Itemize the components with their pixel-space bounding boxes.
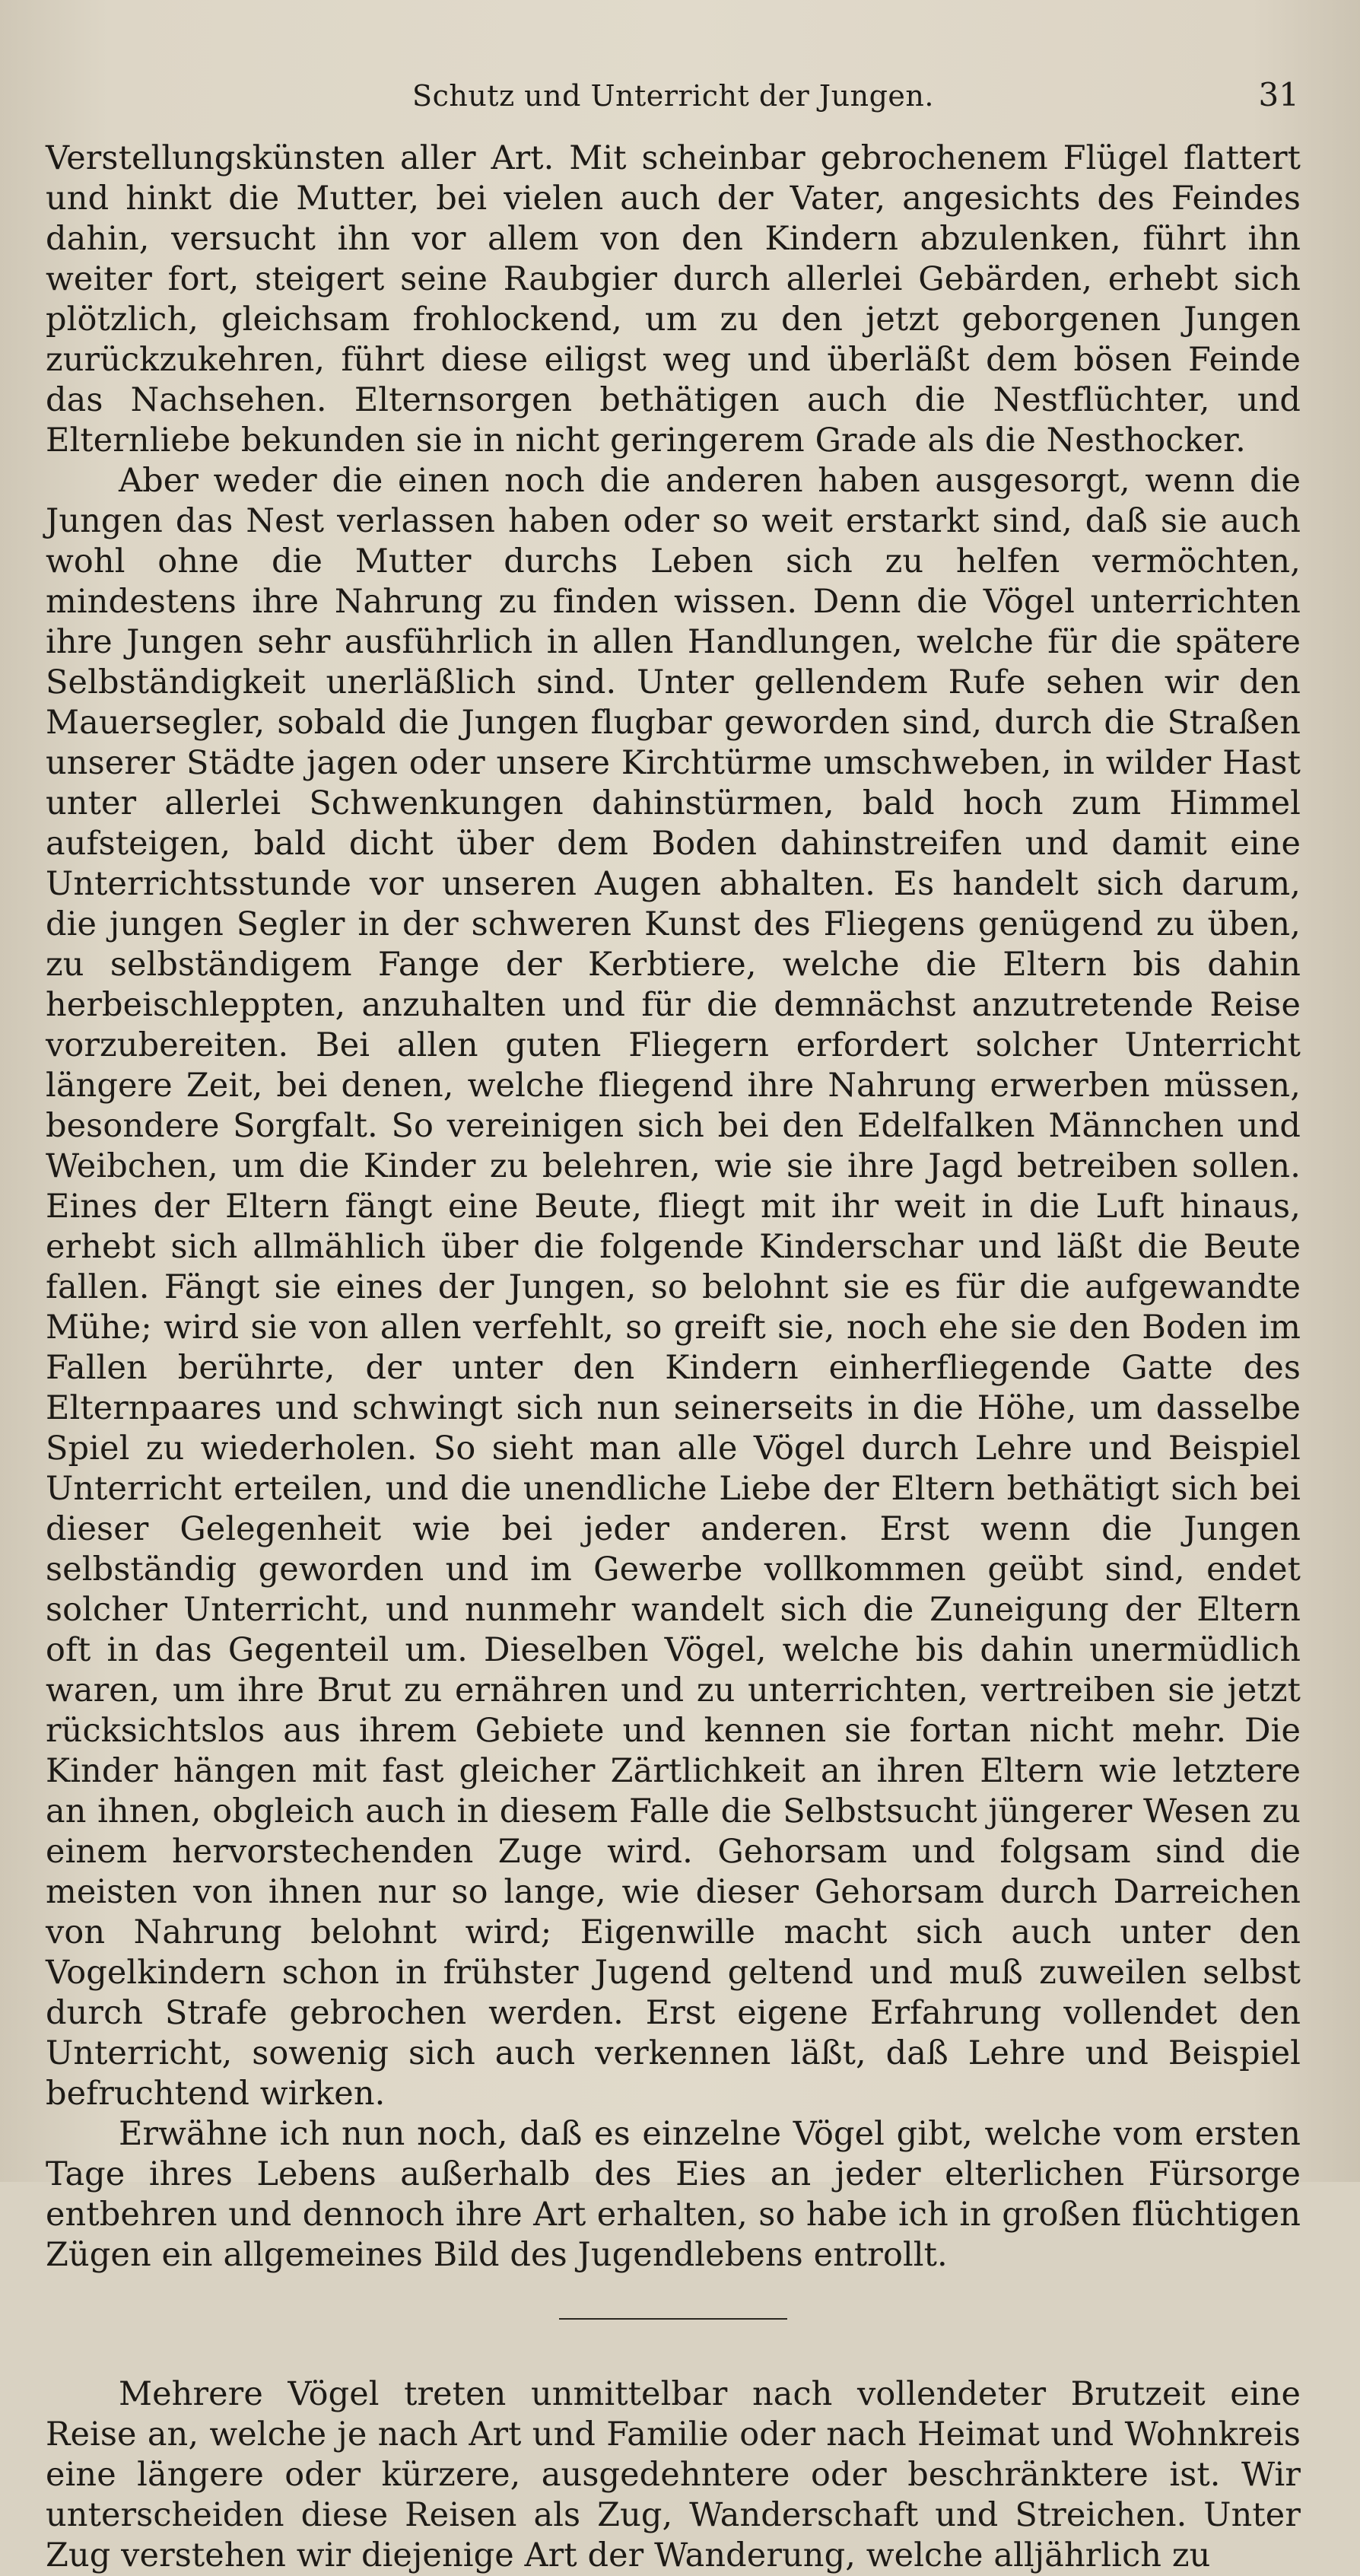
page-number: 31: [1258, 76, 1299, 113]
running-head: Schutz und Unterricht der Jungen.: [412, 79, 934, 113]
paragraph-2: Aber weder die einen noch die anderen haben ausgesorgt, wenn die Jungen das Nest verlassen haben oder so weit erstarkt sind, daß sie auch wohl ohne die Mutter durchs Leben sich zu helfen vermöchten, mindestens ihre Nahrung zu finden wissen. Denn die Vögel unterrichten ihre Jungen sehr ausführlich in allen Handlungen, welche für die spätere Selbständigkeit unerläßlich sind. Unter gellendem Rufe sehen wir den Mauersegler, sobald die Jungen flugbar geworden sind, durch die Straßen unserer Städte jagen oder unsere Kirchtürme umschweben, in wilder Hast unter allerlei Schwenkungen dahinstürmen, bald hoch zum Himmel aufsteigen, bald dicht über dem Boden dahinstreifen und damit eine Unterrichtsstunde vor unseren Augen abhalten. Es handelt sich darum, die jungen Segler in der schweren Kunst des Fliegens genügend zu üben, zu selbständigem Fange der Kerbtiere, welche die Eltern bis dahin herbeischleppten, anzuhalten und für die demnächst anzutretende Reise vorzubereiten. Bei allen guten Fliegern erfordert solcher Unterricht längere Zeit, bei denen, welche fliegend ihre Nahrung erwerben müssen, besondere Sorgfalt. So vereinigen sich bei den Edelfalken Männchen und Weibchen, um die Kinder zu belehren, wie sie ihre Jagd betreiben sollen. Eines der Eltern fängt eine Beute, fliegt mit ihr weit in die Luft hinaus, erhebt sich allmählich über die folgende Kinderschar und läßt die Beute fallen. Fängt sie eines der Jungen, so belohnt sie es für die aufgewandte Mühe; wird sie von allen verfehlt, so greift sie, noch ehe sie den Boden im Fallen berührte, der unter den Kindern einherfliegende Gatte des Elternpaares und schwingt sich nun seinerseits in die Höhe, um dasselbe Spiel zu wiederholen. So sieht man alle Vögel durch Lehre und Beispiel Unterricht erteilen, und die unendliche Liebe der Eltern bethätigt sich bei dieser Gelegenheit wie bei jeder anderen. Erst wenn die Jungen selbständig geworden und im Gewerbe vollkommen geübt sind, endet solcher Unterricht, und nunmehr wandelt sich die Zuneigung der Eltern oft in das Gegenteil um. Dieselben Vögel, welche bis dahin unermüdlich waren, um ihre Brut zu ernähren und zu unterrichten, vertreiben sie jetzt rücksichtslos aus ihrem Gebiete und kennen sie fortan nicht mehr. Die Kinder hängen mit fast gleicher Zärtlichkeit an ihren Eltern wie letztere an ihnen, obgleich auch in diesem Falle die Selbstsucht jüngerer Wesen zu einem hervorstechenden Zuge wird. Gehorsam und folgsam sind die meisten von ihnen nur so lange, wie dieser Gehorsam durch Darreichen von Nahrung belohnt wird; Eigenwille macht sich auch unter den Vogelkindern schon in frühster Jugend geltend und muß zuweilen selbst durch Strafe gebrochen werden. Erst eigene Erfahrung vollendet den Unterricht, sowenig sich auch verkennen läßt, daß Lehre und Beispiel befruchtend wirken.: [46, 462, 1301, 2113]
paragraph-4: Mehrere Vögel treten unmittelbar nach vollendeter Brutzeit eine Reise an, welche je nach Art und Familie oder nach Heimat und Wohnkreis eine längere oder kürzere, ausgedehntere oder beschränktere ist. Wir unterscheiden diese Reisen als Zug, Wanderschaft und Streichen. Unter Zug verstehen wir diejenige Art der Wanderung, welche alljährlich zu: [46, 2375, 1301, 2574]
paragraph-1: Verstellungskünsten aller Art. Mit scheinbar gebrochenem Flügel flattert und hinkt die Mutter, bei vielen auch der Vater, angesichts des Feindes dahin, versucht ihn vor allem von den Kindern abzulenken, führt ihn weiter fort, steigert seine Raubgier durch allerlei Gebärden, erhebt sich plötzlich, gleichsam frohlockend, um zu den jetzt geborgenen Jungen zurückzukehren, führt diese eiligst weg und überläßt dem bösen Feinde das Nachsehen. Elternsorgen bethätigen auch die Nestflüchter, und Elternliebe bekunden sie in nicht geringerem Grade als die Nesthocker.: [46, 139, 1301, 460]
section-divider: [559, 2318, 787, 2320]
paragraph-3: Erwähne ich nun noch, daß es einzelne Vögel gibt, welche vom ersten Tage ihres Lebens außerhalb des Eies an jeder elterlichen Fürsorge entbehren und dennoch ihre Art erhalten, so habe ich in großen flüchtigen Zügen ein allgemeines Bild des Jugendlebens entrollt.: [46, 2115, 1301, 2274]
page-body: [46, 138, 1301, 2576]
